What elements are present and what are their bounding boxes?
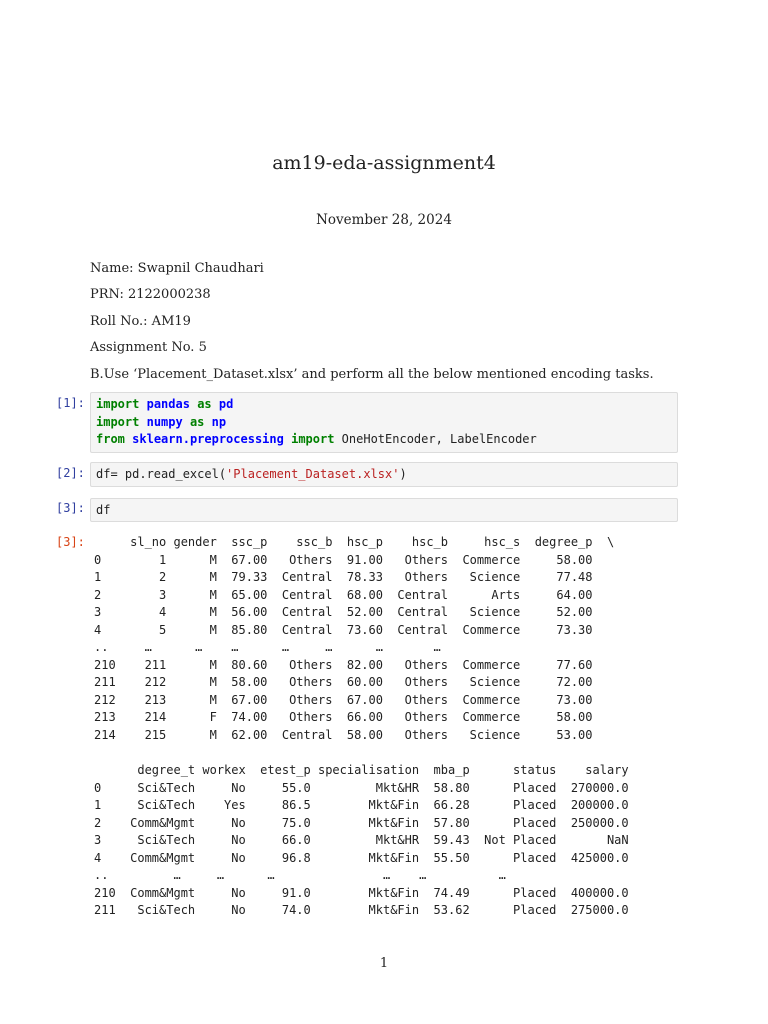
dataframe-row: 4 Comm&Mgmt No 96.8 Mkt&Fin 55.50 Placed 425000.0 xyxy=(94,850,629,865)
code-token: pandas xyxy=(146,397,190,411)
code-cell-read-excel[interactable] xyxy=(90,462,678,487)
code-cell-imports[interactable] xyxy=(90,392,678,453)
page-number: 1 xyxy=(379,956,389,971)
code-token: import xyxy=(96,414,140,429)
code-token: df= pd.read_excel( xyxy=(96,467,227,481)
code-token: 'Placement_Dataset.xlsx' xyxy=(226,467,400,481)
code-token: pd xyxy=(218,397,234,411)
dataframe-row: 214 215 M 62.00 Central 58.00 Others Science 53.00 xyxy=(94,727,593,742)
dataframe-row: 1 Sci&Tech Yes 86.5 Mkt&Fin 66.28 Placed 200000.0 xyxy=(94,798,629,812)
code-token xyxy=(212,397,219,411)
dataframe-row: 4 5 M 85.80 Central 73.60 Central Commerce 73.30 xyxy=(94,622,593,637)
code-token xyxy=(284,432,291,446)
dataframe-row: 210 Comm&Mgmt No 91.0 Mkt&Fin 74.49 Placed 400000.0 xyxy=(94,885,629,900)
dataframe-row: 3 4 M 56.00 Central 52.00 Central Science 52.00 xyxy=(94,605,593,619)
code-token: import xyxy=(96,397,140,411)
document-title: am19-eda-assignment4 xyxy=(272,152,496,174)
dataframe-row: 210 211 M 80.60 Others 82.00 Others Commerce 77.60 xyxy=(94,657,593,672)
document-date: November 28, 2024 xyxy=(316,212,452,228)
code-token: df xyxy=(96,503,111,517)
dataframe-row: 0 Sci&Tech No 55.0 Mkt&HR 58.80 Placed 270000.0 xyxy=(94,780,629,795)
dataframe-row: 3 Sci&Tech No 66.0 Mkt&HR 59.43 Not Placed NaN xyxy=(94,833,629,847)
code-line xyxy=(96,396,672,414)
student-name: Name: Swapnil Chaudhari xyxy=(90,261,264,276)
code-line xyxy=(96,502,672,520)
dataframe-row: 2 3 M 65.00 Central 68.00 Central Arts 64.00 xyxy=(94,587,593,602)
code-token: numpy xyxy=(146,414,183,429)
dataframe-row: 213 214 F 74.00 Others 66.00 Others Commerce 58.00 xyxy=(94,710,593,724)
code-token: np xyxy=(211,414,227,429)
dataframe-row: 212 213 M 67.00 Others 67.00 Others Commerce 73.00 xyxy=(94,692,593,707)
code-token: ) xyxy=(399,467,407,481)
output-prompt: [3]: xyxy=(56,535,85,549)
dataframe-row: 1 2 M 79.33 Central 78.33 Others Science 77.48 xyxy=(94,570,593,584)
dataframe-output-part-1 xyxy=(94,534,614,744)
dataframe-row: 0 1 M 67.00 Others 91.00 Others Commerce 58.00 xyxy=(94,552,593,567)
code-token: OneHotEncoder, LabelEncoder xyxy=(334,432,537,446)
code-token: as xyxy=(189,414,205,429)
dataframe-output-part-2 xyxy=(94,762,629,920)
code-line xyxy=(96,414,672,432)
code-token: import xyxy=(291,432,335,446)
code-token: as xyxy=(197,397,212,411)
assignment-number: Assignment No. 5 xyxy=(90,340,207,355)
dataframe-row: .. … … … … … … xyxy=(94,868,506,882)
code-line xyxy=(96,466,672,484)
code-token xyxy=(139,397,146,411)
code-token xyxy=(204,415,211,429)
code-line xyxy=(96,431,672,449)
dataframe-header-row: sl_no gender ssc_p ssc_b hsc_p hsc_b hsc_s degree_p \ xyxy=(94,535,615,549)
dataframe-row: 211 212 M 58.00 Others 60.00 Others Science 72.00 xyxy=(94,675,593,689)
code-token xyxy=(183,415,190,429)
dataframe-row: 2 Comm&Mgmt No 75.0 Mkt&Fin 57.80 Placed 250000.0 xyxy=(94,815,629,830)
code-token: from xyxy=(96,432,125,446)
cell-3-prompt: [3]: xyxy=(56,501,85,515)
dataframe-header-row: degree_t workex etest_p specialisation mba_p status salary xyxy=(94,763,629,777)
roll-number: Roll No.: AM19 xyxy=(90,314,191,329)
task-description: B.Use ‘Placement_Dataset.xlsx’ and perform all the below mentioned encoding tasks. xyxy=(90,367,654,382)
code-token xyxy=(139,415,146,429)
dataframe-row: 211 Sci&Tech No 74.0 Mkt&Fin 53.62 Placed 275000.0 xyxy=(94,903,629,917)
dataframe-row: .. … … … … … … … xyxy=(94,640,441,654)
student-prn: PRN: 2122000238 xyxy=(90,287,211,302)
cell-1-prompt: [1]: xyxy=(56,396,85,410)
code-cell-df[interactable] xyxy=(90,498,678,522)
cell-2-prompt: [2]: xyxy=(56,466,85,480)
code-token: sklearn.preprocessing xyxy=(132,432,284,446)
